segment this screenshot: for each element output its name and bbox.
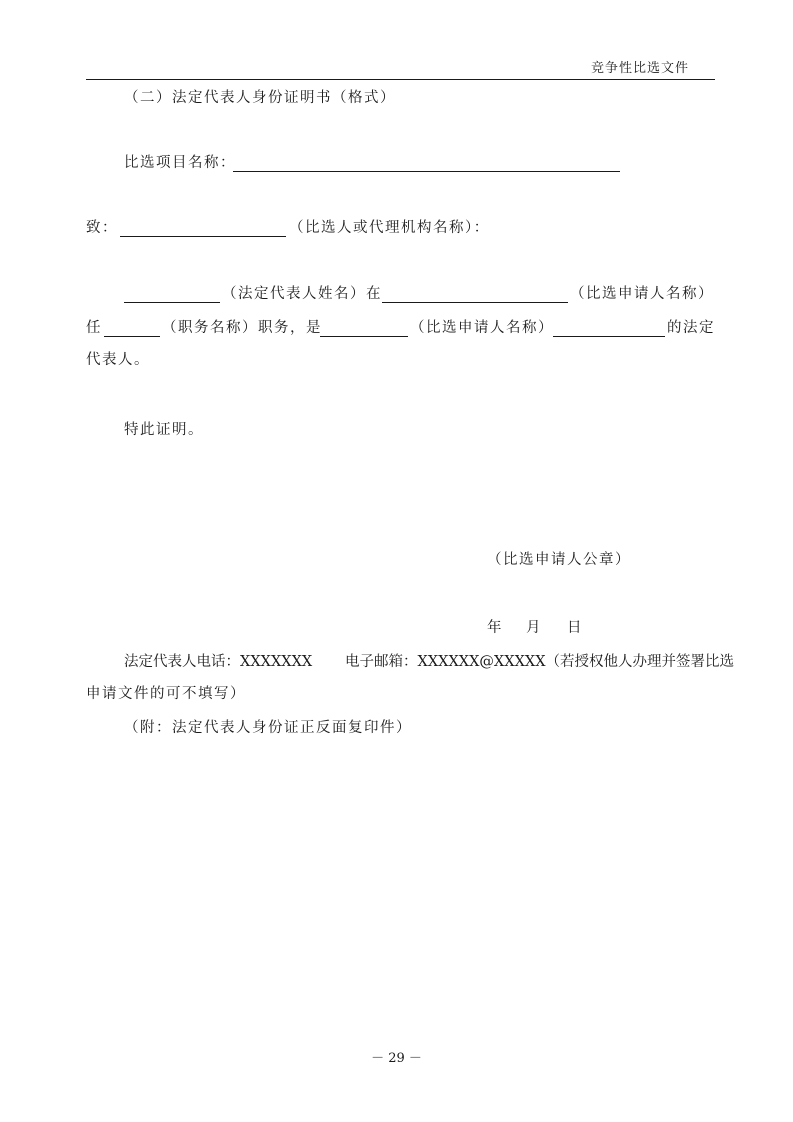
contact-note-continuation: 申请文件的可不填写） <box>86 686 246 702</box>
date-year: 年 <box>487 620 502 636</box>
attachment-note: （附：法定代表人身份证正反面复印件） <box>124 720 412 736</box>
position-hint: （职务名称）职务，是 <box>162 320 322 336</box>
project-name-blank[interactable] <box>233 171 620 172</box>
phone-label: 法定代表人电话：XXXXXXX <box>124 654 313 670</box>
applicant-name-blank-2[interactable] <box>320 336 408 337</box>
recipient-label: 致： <box>86 220 118 236</box>
ren-prefix: 任 <box>86 320 101 336</box>
rep-name-blank[interactable] <box>124 302 220 303</box>
section-title: （二）法定代表人身份证明书（格式） <box>124 90 396 106</box>
recipient-blank[interactable] <box>120 236 286 237</box>
legal-entity-blank[interactable] <box>553 336 665 337</box>
applicant-name-hint-2: （比选申请人名称） <box>410 320 554 336</box>
recipient-hint: （比选人或代理机构名称）： <box>289 220 490 236</box>
statement-last-line: 代表人。 <box>86 352 150 368</box>
certify-text: 特此证明。 <box>124 422 204 438</box>
email-label: 电子邮箱：XXXXXX@XXXXX（若授权他人办理并签署比选 <box>345 654 735 670</box>
de-suffix: 的法定 <box>667 320 715 336</box>
rep-name-hint: （法定代表人姓名）在 <box>222 286 382 302</box>
project-name-label: 比选项目名称： <box>124 155 236 171</box>
document-header-label: 竞争性比选文件 <box>590 61 689 76</box>
position-blank[interactable] <box>104 336 160 337</box>
seal-label: （比选申请人公章） <box>487 552 631 568</box>
applicant-name-blank-1[interactable] <box>382 302 568 303</box>
date-month: 月 <box>526 620 541 636</box>
header-rule <box>86 79 715 80</box>
page-number: － 29 － <box>371 1051 422 1066</box>
date-day: 日 <box>567 620 582 636</box>
applicant-name-hint-1: （比选申请人名称） <box>570 286 714 302</box>
